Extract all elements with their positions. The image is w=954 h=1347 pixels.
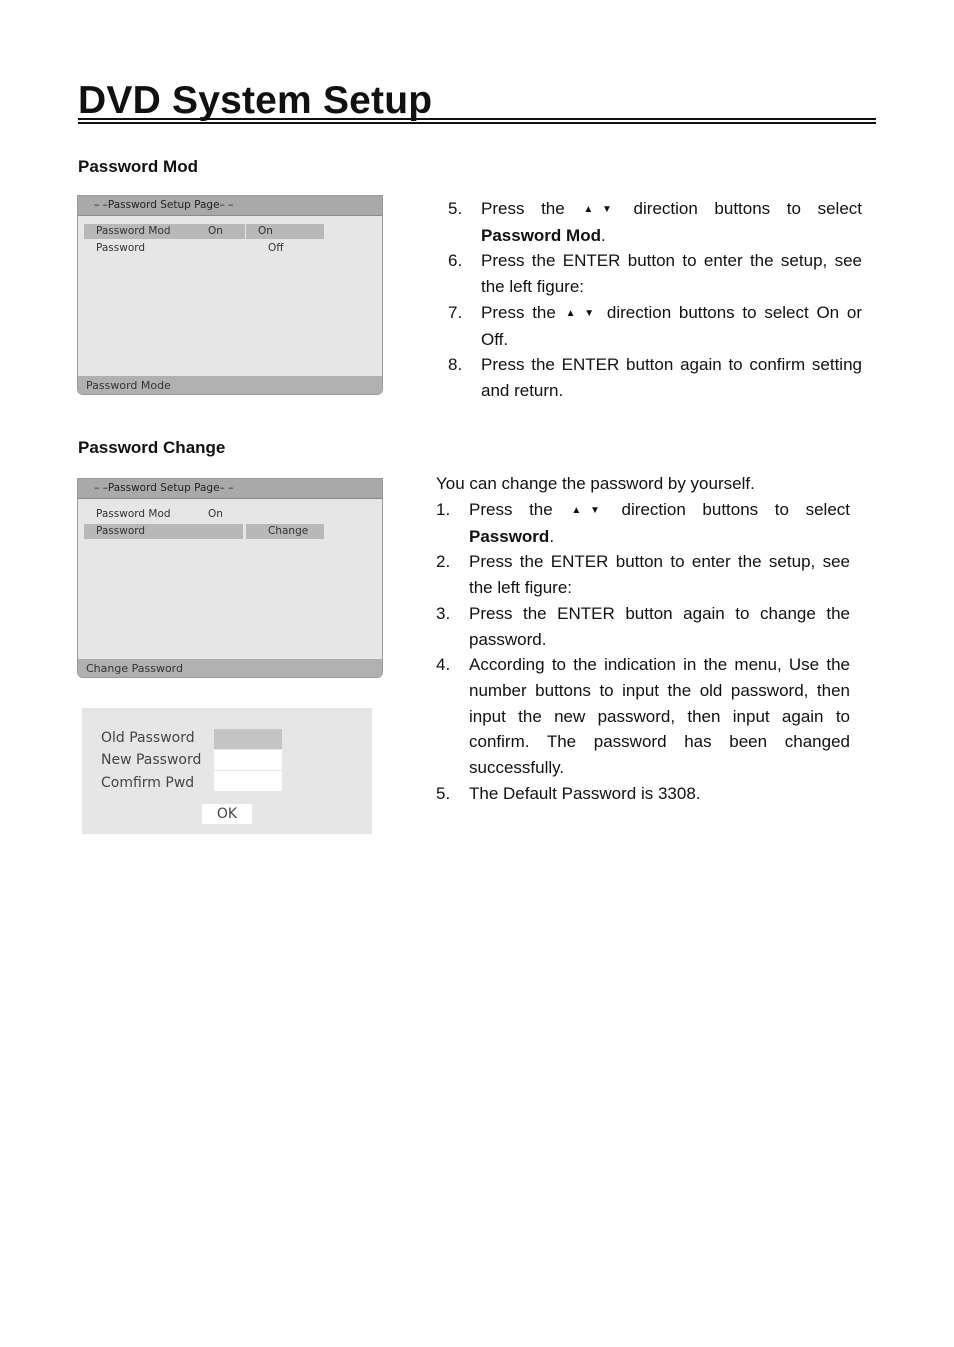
confirm-password-field[interactable] bbox=[214, 771, 282, 791]
osd-row-label: Password Mod bbox=[96, 508, 171, 520]
up-down-arrow-icon: ▲ ▼ bbox=[565, 307, 598, 319]
list-item bbox=[448, 352, 862, 403]
step-bold-term: Password bbox=[469, 526, 550, 546]
osd-header: – –Password Setup Page– – bbox=[78, 196, 382, 216]
step-number: 8. bbox=[448, 355, 463, 375]
section-heading-password-mod: Password Mod bbox=[78, 157, 198, 176]
osd-option-change[interactable]: Change bbox=[246, 524, 324, 539]
list-item bbox=[448, 300, 862, 352]
up-down-arrow-icon: ▲ ▼ bbox=[571, 505, 603, 516]
list-item bbox=[436, 781, 850, 807]
osd-row-value: On bbox=[208, 225, 223, 237]
password-change-dialog bbox=[82, 708, 372, 834]
osd-option-off[interactable]: Off bbox=[268, 242, 284, 254]
osd-footer: Change Password bbox=[78, 659, 382, 677]
list-item bbox=[436, 497, 850, 549]
new-password-field[interactable] bbox=[214, 750, 282, 770]
step-bold-term: Password Mod bbox=[481, 225, 601, 245]
step-text: direction buttons to select bbox=[633, 199, 863, 218]
list-item bbox=[448, 248, 862, 299]
old-password-label: Old Password bbox=[101, 730, 195, 746]
step-text: Press the bbox=[469, 500, 553, 519]
step-number: 1. bbox=[436, 500, 451, 519]
step-text: According to the indication in the menu, Use the number buttons to input the old password, then input the new password, then input again to confirm. The password has been changed successfully. bbox=[469, 655, 850, 778]
osd-row-label: Password Mod bbox=[84, 224, 245, 239]
step-text: Press the ENTER button to enter the setup, see the left figure: bbox=[481, 251, 862, 297]
step-number: 6. bbox=[448, 251, 463, 271]
step-text: Press the bbox=[481, 199, 565, 218]
section-heading-password-change: Password Change bbox=[78, 438, 226, 457]
osd-row-label: Password bbox=[84, 524, 243, 539]
step-text: direction buttons to select On or Off. bbox=[481, 302, 862, 349]
confirm-password-label: Comfirm Pwd bbox=[101, 775, 195, 791]
osd-row-value: On bbox=[208, 508, 223, 520]
step-number: 3. bbox=[436, 603, 451, 623]
old-password-field[interactable] bbox=[214, 729, 282, 749]
step-number: 2. bbox=[436, 552, 451, 572]
step-text: Press the bbox=[481, 302, 556, 322]
step-number: 7. bbox=[448, 302, 463, 322]
ok-button[interactable]: OK bbox=[202, 804, 252, 824]
list-item bbox=[436, 601, 850, 652]
step-text: direction buttons to select bbox=[621, 500, 851, 519]
up-down-arrow-icon: ▲ ▼ bbox=[583, 204, 615, 215]
page-title: DVD System Setup bbox=[78, 79, 433, 122]
password-mod-steps bbox=[448, 196, 862, 404]
step-text: The Default Password is 3308. bbox=[469, 783, 701, 803]
title-rule bbox=[78, 118, 876, 124]
step-text: Press the ENTER button again to confirm setting and return. bbox=[481, 355, 862, 400]
password-change-steps bbox=[436, 497, 850, 806]
osd-footer: Password Mode bbox=[78, 376, 382, 394]
list-item bbox=[436, 549, 850, 600]
list-item bbox=[448, 196, 862, 248]
step-text: Press the ENTER button again to change the password. bbox=[469, 603, 850, 649]
password-change-intro: You can change the password by yourself. bbox=[436, 474, 755, 493]
step-number: 4. bbox=[436, 655, 451, 675]
password-mod-osd-menu bbox=[77, 195, 383, 395]
step-text: . bbox=[549, 526, 555, 546]
step-text: Press the ENTER button to enter the setup, see the left figure: bbox=[469, 552, 850, 598]
new-password-label: New Password bbox=[101, 752, 202, 768]
password-change-osd-menu bbox=[77, 478, 383, 678]
osd-option-on[interactable]: On bbox=[246, 224, 324, 239]
list-item bbox=[436, 652, 850, 781]
step-number: 5. bbox=[448, 199, 463, 218]
osd-header: – –Password Setup Page– – bbox=[78, 479, 382, 499]
step-number: 5. bbox=[436, 783, 451, 803]
step-text: . bbox=[600, 225, 606, 245]
osd-row-label: Password bbox=[96, 242, 146, 254]
